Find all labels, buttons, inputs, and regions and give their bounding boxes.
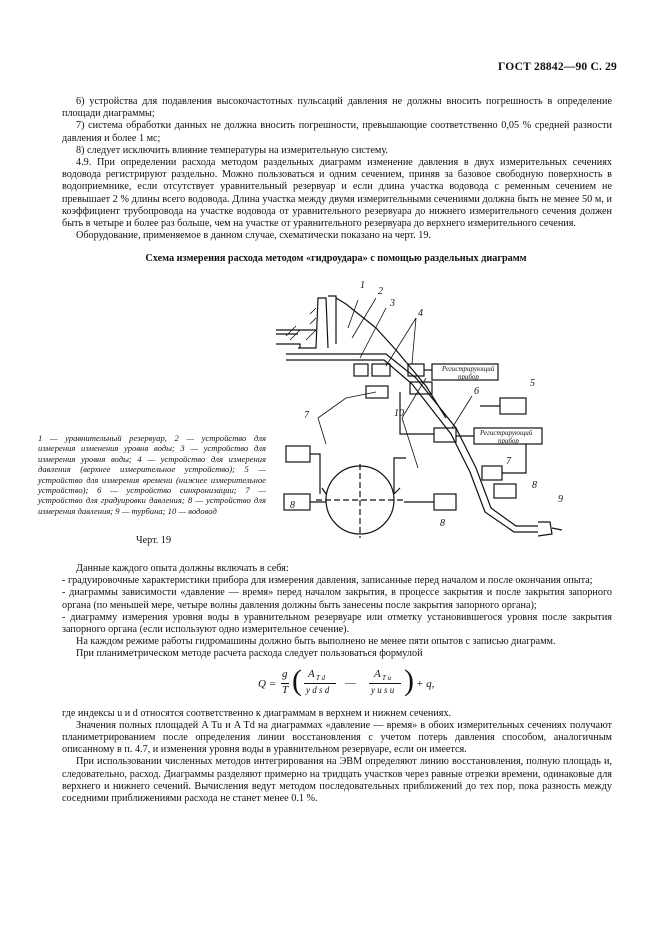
formula-minus: — [345,676,356,689]
diagram-label: 1 [360,280,365,291]
recorder-label-line1: Регистрирующий [480,429,533,437]
recorder-label-line2: прибор [458,373,479,381]
formula-a-d: A [308,667,315,680]
recorder-label [479,429,534,445]
figure-legend: 1 — уравнительный резервуар, 2 — устройство для измерения изменения уровня воды; 3 — устройство для измерения уровня воды; 4 — устройство для измерения давления (верхнее измерительное устройство); 5 — устройство для измерения времени (нижнее измерительное устройство); 6 — устройство синхронизации; 7 — устройство для градуировки давления; 8 — устройство для измерения давления; 9 — турбина; 10 — водовод [38,433,266,516]
paragraph: На каждом режиме работы гидромашины должно быть выполнено не менее пяти опытов с записью диаграмм. [76,636,556,648]
diagram-label: 6 [474,386,479,397]
figure-caption: Черт. 19 [136,535,172,546]
diagram-label: 10 [394,408,404,419]
formula-tail: + q, [416,677,435,690]
diagram-label: 7 [304,410,309,421]
diagram-label: 4 [418,308,423,319]
formula-den-u: y u s u [371,684,395,695]
page-header: ГОСТ 28842—90 С. 29 [498,61,617,73]
paragraph: 4.9. При определении расхода методом раздельных диаграмм изменение давления в двух измерительных сечениях водовода регистрируют раздельно. Можно пользоваться и одним сечением, приняв за базовое свободную поверхность в водоприемнике, если отсутствует уравнительный резервуар и если длина участка водовода с ременным сечением не превышает 2 % длины всего водовода. Длина участка между двумя измерительными сечениями должна быть не менее 50 м, и коэффициент трубопровода на участке водовода от уравнительного резервуара до нижнего измерительного сечения должен быть в четыре и более раз больше, чем на участке от уравнительного резервуара до верхнего измерительного сечения. [62,157,612,230]
paragraph: 6) устройства для подавления высокочастотных пульсаций давления не должны вносить погрешность в определение площади диаграммы; [62,96,612,120]
recorder-label [441,365,496,381]
paren-left: ( [292,663,302,697]
paragraph: При планиметрическом методе расчета расхода следует пользоваться формулой [76,648,423,660]
diagram-label: 9 [558,494,563,505]
figure-title: Схема измерения расхода методом «гидроудара» с помощью раздельных диаграмм [145,253,527,264]
flow-formula [62,664,612,706]
diagram-label: 8 [532,480,537,491]
diagram-label: 3 [390,298,395,309]
paragraph: При использовании численных методов интегрирования на ЭВМ определяют линию восстановления, полную площадь и, следовательно, расход. Диаграммы разделяют примерно на тридцать участков через равные отрезки времени, одинаковые для верхнего и нижнего сечений. Вычисления ведут методом последовательных приближений до тех пор, пока разность между соседними приближениями расхода не станет менее 0.1 %. [62,756,612,805]
diagram-label: 8 [440,518,445,529]
list-item: - диаграмму измерения уровня воды в уравнительном резервуаре или отметку установившегося уровня после закрытия запорного органа (если используют одно измерительное сечение). [62,611,612,636]
formula-g: g [282,667,288,680]
diagram-label: 5 [530,378,535,389]
formula-a-d-sub: T d [316,673,326,682]
diagram-label: 2 [378,286,383,297]
paragraph: 7) система обработки данных не должна вносить погрешности, превышающие соответственно 0,05 % средней разности давления и более 1 мс; [62,120,612,144]
paragraph: Данные каждого опыта должны включать в себя: [76,563,289,574]
paragraph: Значения полных площадей A Tu и A Td на диаграммах «давление — время» в обоих измерительных сечениях получают планиметрированием после определения линии восстановления с учетом потерь давления способом, аналогичным описанному в п. 4.7, и изменения уровня воды в уравнительном резервуаре, если он имеется. [62,719,612,756]
measurement-scheme-diagram [276,268,606,554]
top-text-block [62,96,612,242]
formula-a-u: A [374,667,381,680]
bottom-text-block [62,563,612,805]
formula-den-d: y d s d [306,684,330,695]
list-item: - градуировочные характеристики прибора для измерения давления, записанные перед началом и после окончания опыта; [62,575,593,587]
paragraph: Оборудование, применяемое в данном случае, схематически показано на черт. 19. [76,230,432,242]
diagram-label: 7 [506,456,511,467]
formula-a-u-sub: T u [382,673,392,682]
list-item: - диаграммы зависимости «давление — время» перед началом закрытия, в процессе закрытия и после закрытия запорного органа (по меньшей мере, четыре волны давления должны быть занесены после закрытия запорного органа); [62,587,612,611]
formula-t: T [282,683,289,696]
recorder-label-line1: Регистрирующий [442,365,495,373]
diagram-label: 8 [290,500,295,511]
recorder-label-line2: прибор [498,437,519,445]
formula-q: Q = [258,677,277,690]
paragraph: 8) следует исключить влияние температуры на измерительную систему. [76,144,388,156]
paren-right: ) [404,663,414,697]
paragraph: где индексы u и d относятся соответственно к диаграммам в верхнем и нижнем сечениях. [62,707,452,719]
